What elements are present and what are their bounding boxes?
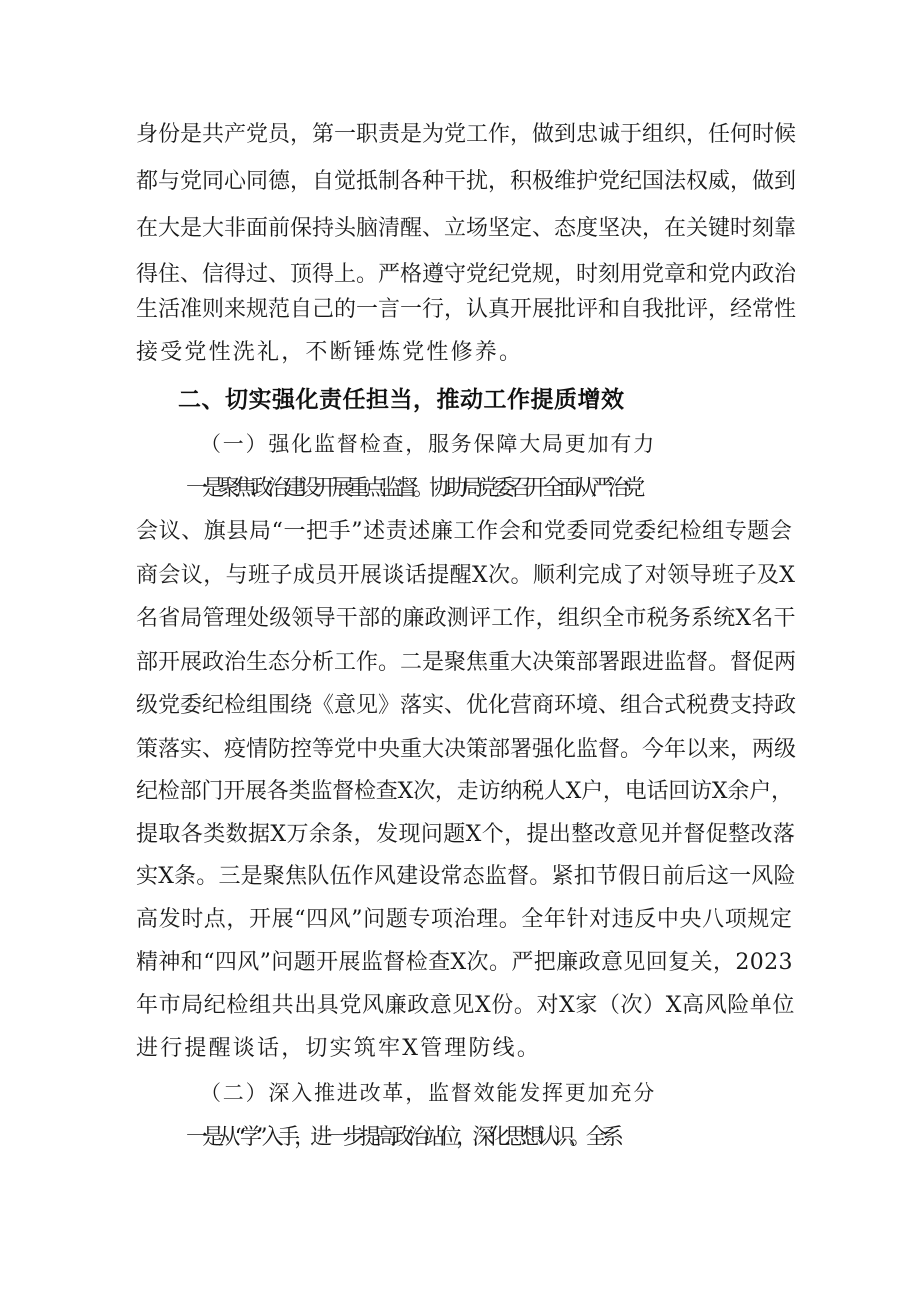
text-line: 高发时点，开展“四风”问题专项治理。全年针对违反中央八项规定 — [136, 907, 793, 932]
text-line: 实X条。三是聚焦队伍作风建设常态监督。紧扣节假日前后这一风险 — [136, 864, 796, 889]
text-line: 名省局管理处级领导干部的廉政测评工作，组织全市税务系统X名干 — [136, 606, 796, 631]
text-line: 一是从“学”入手，进一步提高政治站位，深化思想认识。全系 — [186, 1125, 619, 1150]
text-line: 一是聚焦政治建设开展重点监督。协助局党委召开全面从严治党 — [186, 476, 640, 501]
text-line: 年市局纪检组共出具党风廉政意见X份。对X家（次）X高风险单位 — [136, 993, 795, 1018]
subsection-heading: （二）深入推进改革，监督效能发挥更加充分 — [200, 1081, 656, 1105]
text-line: 纪检部门开展各类监督检查X次，走访纳税人X户，电话回访X余户， — [136, 779, 793, 804]
text-line: 进行提醒谈话，切实筑牢X管理防线。 — [136, 1036, 542, 1061]
text-line: 接受党性洗礼，不断锤炼党性修养。 — [136, 340, 524, 365]
subsection-heading: （一）强化监督检查，服务保障大局更加有力 — [200, 432, 656, 456]
text-line: 会议、旗县局“一把手”述责述廉工作会和党委同党委纪检组专题会 — [136, 519, 793, 544]
text-line: 得住、信得过、顶得上。严格遵守党纪党规，时刻用党章和党内政治 — [136, 262, 797, 287]
text-line: 策落实、疫情防控等党中央重大决策部署强化监督。今年以来，两级 — [136, 737, 797, 762]
text-line: 身份是共产党员，第一职责是为党工作，做到忠诚于组织，任何时候 — [136, 122, 797, 147]
text-line: 商会议，与班子成员开展谈话提醒X次。顺利完成了对领导班子及X — [136, 563, 796, 588]
text-line: 部开展政治生态分析工作。二是聚焦重大决策部署跟进监督。督促两 — [136, 650, 797, 675]
text-line: 在大是大非面前保持头脑清醒、立场坚定、态度坚决，在关键时刻靠 — [136, 216, 797, 241]
text-line: 都与党同心同德，自觉抵制各种干扰，积极维护党纪国法权威，做到 — [136, 169, 797, 194]
section-heading: 二、切实强化责任担当，推动工作提质增效 — [178, 387, 625, 413]
text-line: 提取各类数据X万余条，发现问题X个，提出整改意见并督促整改落 — [136, 822, 796, 847]
text-line: 精神和“四风”问题开展监督检查X次。严把廉政意见回复关，2023 — [136, 950, 793, 975]
text-line: 级党委纪检组围绕《意见》落实、优化营商环境、组合式税费支持政 — [136, 693, 797, 718]
text-line: 生活准则来规范自己的一言一行，认真开展批评和自我批评，经常性 — [136, 297, 797, 322]
